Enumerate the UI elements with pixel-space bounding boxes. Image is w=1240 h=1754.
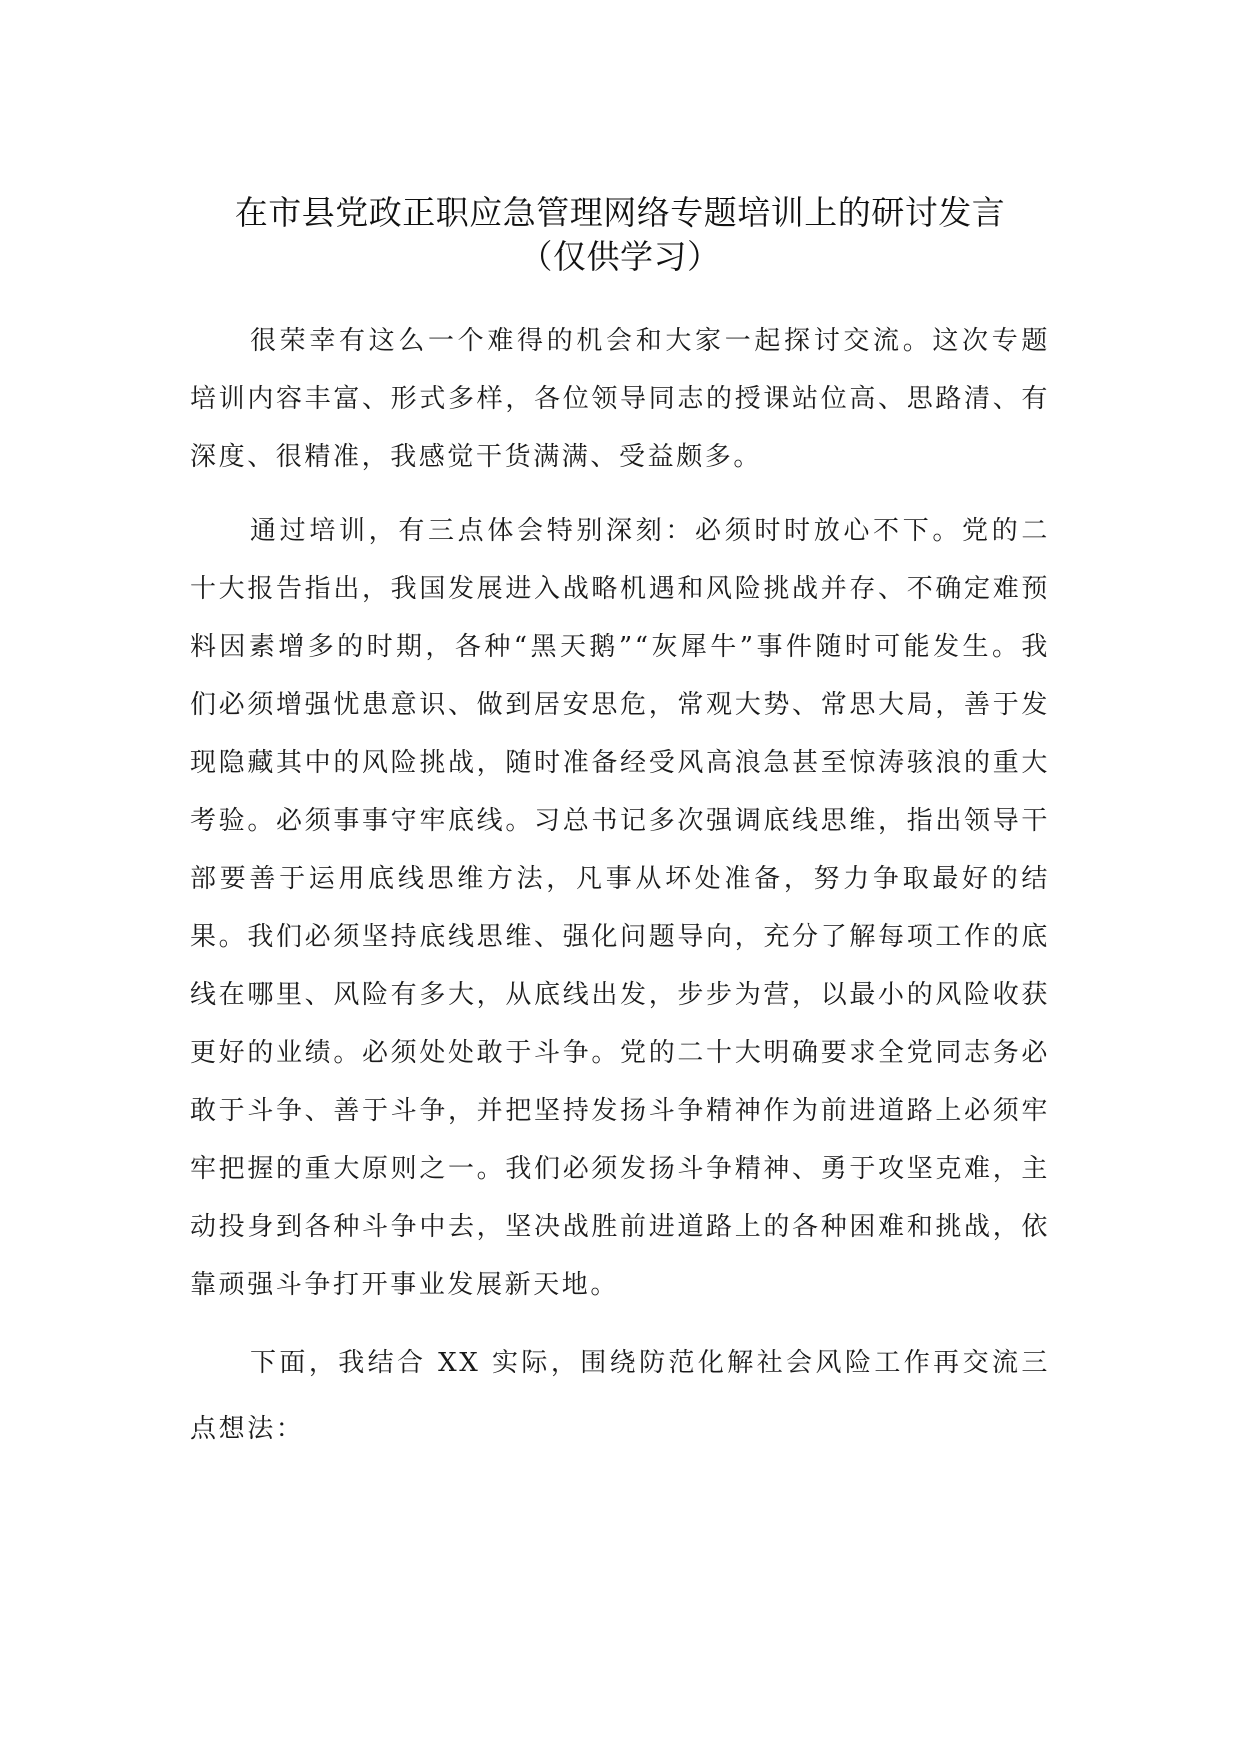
document-title: 在市县党政正职应急管理网络专题培训上的研讨发言 — [234, 193, 1006, 232]
document-subtitle: （仅供学习） — [519, 237, 721, 276]
paragraph-insights: 通过培训，有三点体会特别深刻：必须时时放心不下。党的二十大报告指出，我国发展进入战略机遇和风险挑战并存、不确定难预料因素增多的时期，各种“黑天鹅”“灰犀牛”事件随时可能发生。我们必须增强忧患意识、做到居安思危，常观大势、常思大局，善于发现隐藏其中的风险挑战，随时准备经受风高浪急甚至惊涛骇浪的重大考验。必须事事守牢底线。习总书记多次强调底线思维，指出领导干部要善于运用底线思维方法，凡事从坏处准备，努力争取最好的结果。我们必须坚持底线思维、强化问题导向，充分了解每项工作的底线在哪里、风险有多大，从底线出发，步步为营，以最小的风险收获更好的业绩。必须处处敢于斗争。党的二十大明确要求全党同志务必敢于斗争、善于斗争，并把坚持发扬斗争精神作为前进道路上必须牢牢把握的重大原则之一。我们必须发扬斗争精神、勇于攻坚克难，主动投身到各种斗争中去，坚决战胜前进道路上的各种困难和挑战，依靠顽强斗争打开事业发展新天地。 — [190, 516, 1050, 1300]
document-body — [190, 312, 1050, 1478]
paragraph-transition: 下面，我结合 XX 实际，围绕防范化解社会风险工作再交流三点想法： — [190, 1348, 1050, 1444]
paragraph-intro: 很荣幸有这么一个难得的机会和大家一起探讨交流。这次专题培训内容丰富、形式多样，各位领导同志的授课站位高、思路清、有深度、很精准，我感觉干货满满、受益颇多。 — [190, 326, 1050, 472]
